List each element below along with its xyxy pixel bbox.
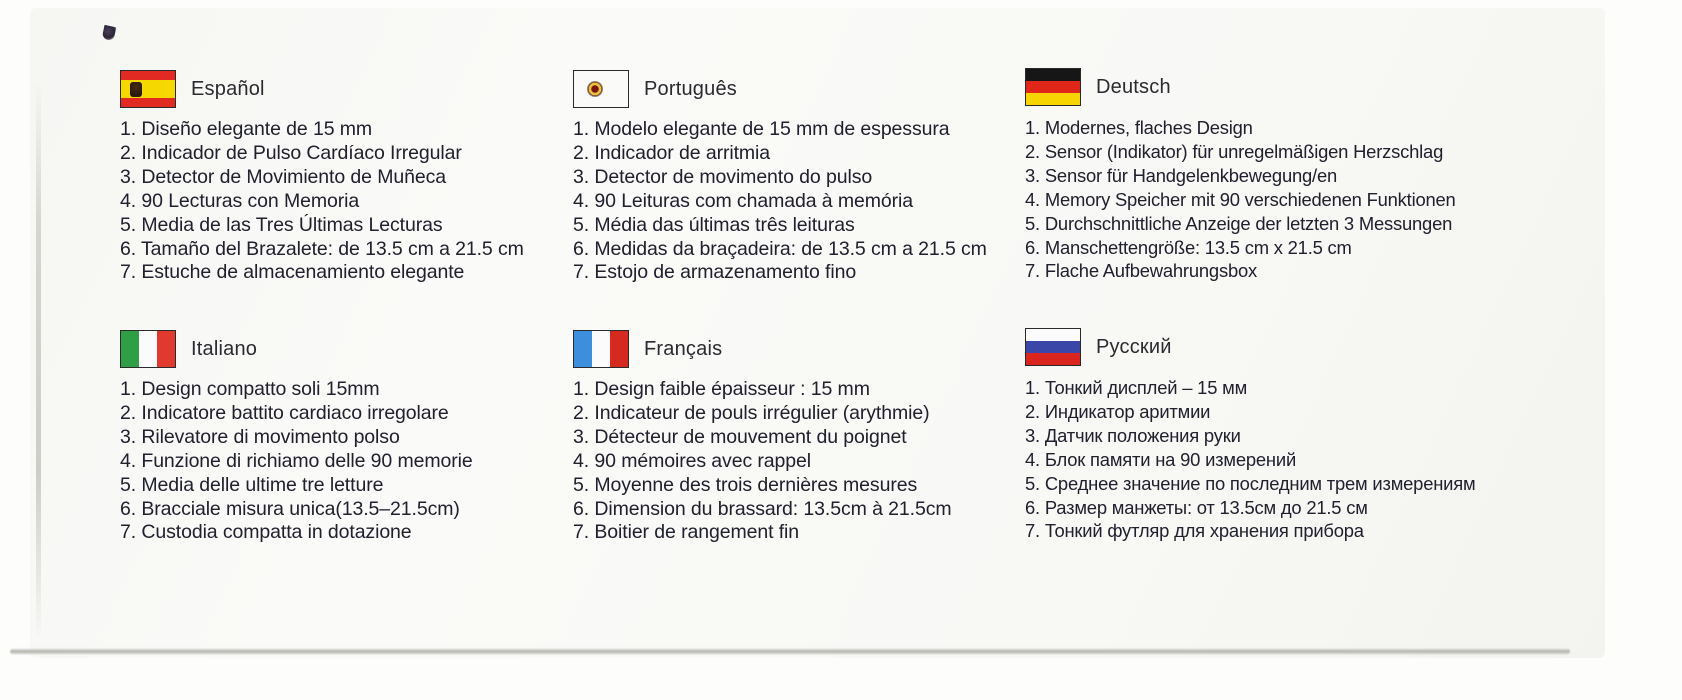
box-left-edge — [36, 80, 41, 640]
language-section-french — [573, 330, 1043, 545]
feature-item: 7. Flache Aufbewahrungsbox — [1025, 260, 1257, 282]
spain-flag-icon — [120, 70, 176, 108]
box-bottom-edge — [10, 648, 1570, 655]
language-header — [573, 70, 1043, 108]
feature-item: 1. Modernes, flaches Design — [1025, 117, 1253, 138]
feature-item: 1. Design compatto soli 15mm — [120, 378, 380, 400]
feature-item: 3. Detector de movimento do pulso — [573, 165, 873, 188]
feature-item: 5. Среднее значение по последним трем измерениям — [1025, 472, 1476, 494]
feature-item: 3. Detector de Movimiento de Muñeca — [120, 165, 447, 188]
feature-list — [573, 378, 1043, 545]
feature-item: 7. Estuche de almacenamiento elegante — [120, 261, 465, 284]
feature-item: 4. Блок памяти на 90 измерений — [1025, 448, 1297, 470]
feature-item: 3. Датчик положения руки — [1025, 424, 1241, 446]
language-label: Español — [191, 77, 265, 100]
feature-list — [573, 118, 1043, 285]
feature-item: 1. Diseño elegante de 15 mm — [120, 118, 373, 140]
portugal-flag-icon — [573, 70, 629, 108]
feature-item: 5. Media de las Tres Últimas Lecturas — [120, 213, 443, 236]
language-section-spanish — [120, 70, 590, 285]
feature-item: 7. Custodia compatta in dotazione — [120, 521, 412, 544]
feature-item: 7. Тонкий футляр для хранения прибора — [1025, 520, 1364, 542]
language-label: Français — [644, 337, 723, 360]
feature-item: 6. Размер манжеты: от 13.5см до 21.5 см — [1025, 496, 1368, 518]
feature-item: 6. Dimension du brassard: 13.5cm à 21.5cm — [573, 497, 952, 520]
feature-item: 3. Détecteur de mouvement du poignet — [573, 425, 907, 448]
feature-item: 5. Media delle ultime tre letture — [120, 473, 384, 496]
feature-list — [1025, 116, 1495, 283]
feature-item: 7. Estojo de armazenamento fino — [573, 261, 857, 284]
language-label: Deutsch — [1096, 75, 1171, 98]
germany-flag-icon — [1025, 68, 1081, 106]
language-header — [1025, 328, 1495, 366]
feature-list — [120, 378, 590, 545]
feature-item: 2. Indicatore battito cardiaco irregolare — [120, 401, 449, 424]
language-section-italian — [120, 330, 590, 545]
feature-item: 2. Индикатор аритмии — [1025, 400, 1211, 422]
feature-item: 4. 90 Lecturas con Memoria — [120, 189, 360, 212]
language-label: Русский — [1096, 335, 1172, 358]
feature-item: 2. Indicador de arritmia — [573, 141, 771, 164]
feature-item: 3. Sensor für Handgelenkbewegung/en — [1025, 164, 1337, 186]
feature-item: 4. Funzione di richiamo delle 90 memorie — [120, 449, 473, 472]
language-header — [573, 330, 1043, 368]
feature-item: 4. Memory Speicher mit 90 verschiedenen Funktionen — [1025, 188, 1456, 210]
feature-item: 6. Manschettengröße: 13.5 cm x 21.5 cm — [1025, 236, 1352, 258]
feature-item: 6. Medidas da braçadeira: de 13.5 cm a 21.5 cm — [573, 237, 987, 260]
france-flag-icon — [573, 330, 629, 368]
russia-flag-icon — [1025, 328, 1081, 366]
feature-item: 4. 90 Leituras com chamada à memória — [573, 189, 913, 212]
feature-item: 7. Boitier de rangement fin — [573, 521, 800, 544]
language-label: Português — [644, 77, 737, 100]
feature-item: 2. Sensor (Indikator) für unregelmäßigen Herzschlag — [1025, 140, 1444, 162]
feature-item: 4. 90 mémoires avec rappel — [573, 449, 812, 472]
feature-item: 2. Indicateur de pouls irrégulier (arythmie) — [573, 401, 930, 424]
feature-item: 3. Rilevatore di movimento polso — [120, 425, 400, 448]
feature-item: 1. Design faible épaisseur : 15 mm — [573, 378, 870, 400]
language-header — [120, 70, 590, 108]
language-header — [120, 330, 590, 368]
language-header — [1025, 68, 1495, 106]
language-section-german — [1025, 68, 1495, 283]
language-section-portuguese — [573, 70, 1043, 285]
feature-list — [1025, 376, 1495, 543]
language-section-russian — [1025, 328, 1495, 543]
feature-item: 5. Moyenne des trois dernières mesures — [573, 473, 918, 496]
feature-item: 6. Bracciale misura unica(13.5–21.5cm) — [120, 497, 460, 520]
feature-item: 5. Durchschnittliche Anzeige der letzten 3 Messungen — [1025, 212, 1453, 234]
feature-item: 1. Modelo elegante de 15 mm de espessura — [573, 118, 950, 140]
language-label: Italiano — [191, 337, 258, 360]
feature-item: 2. Indicador de Pulso Cardíaco Irregular — [120, 141, 462, 164]
feature-item: 1. Тонкий дисплей – 15 мм — [1025, 377, 1248, 398]
italy-flag-icon — [120, 330, 176, 368]
cardboard-flap-edge — [1596, 24, 1640, 700]
feature-item: 6. Tamaño del Brazalete: de 13.5 cm a 21.5 cm — [120, 237, 524, 260]
feature-list — [120, 118, 590, 285]
feature-item: 5. Média das últimas três leituras — [573, 213, 855, 236]
